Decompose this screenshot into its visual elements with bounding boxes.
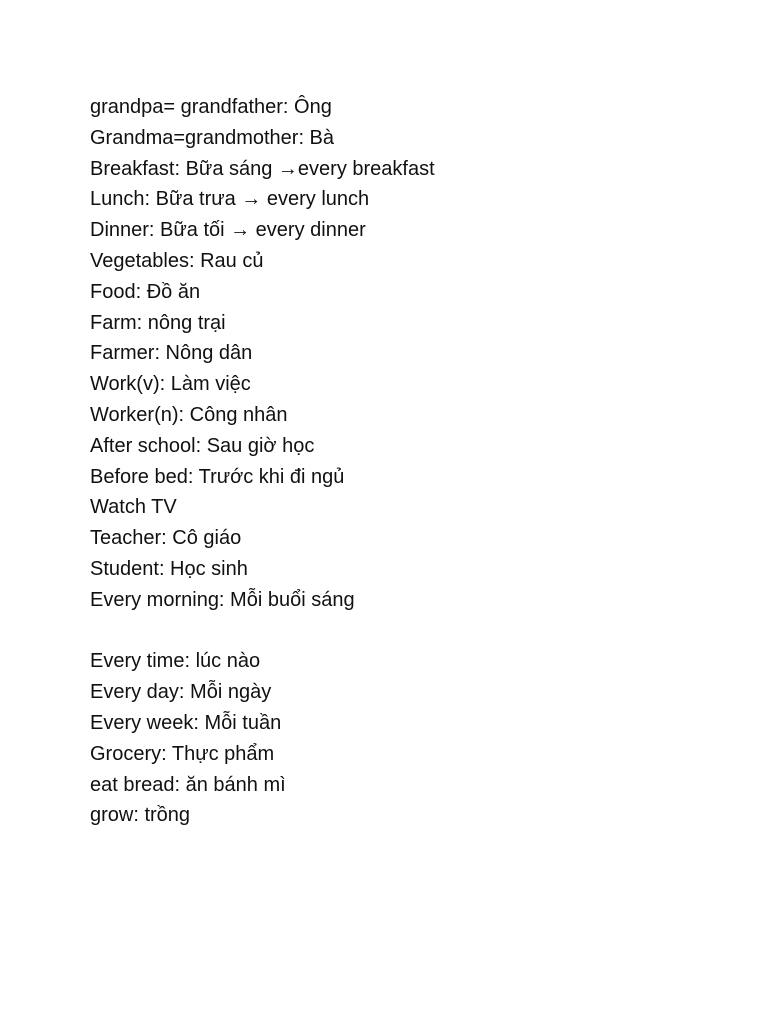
vocab-line: Watch TV	[90, 496, 177, 519]
vocab-line: Before bed: Trước khi đi ngủ	[90, 465, 345, 488]
vocab-line: Every morning: Mỗi buổi sáng	[90, 588, 355, 611]
vocab-line: Farm: nông trại	[90, 311, 226, 334]
vocab-line: Breakfast: Bữa sáng →every breakfast	[90, 157, 435, 180]
vocabulary-list	[90, 92, 730, 831]
vocab-line: Every day: Mỗi ngày	[90, 681, 272, 704]
vocab-line: Teacher: Cô giáo	[90, 527, 242, 550]
vocab-line: Worker(n): Công nhân	[90, 403, 288, 426]
vocab-line: Grandma=grandmother: Bà	[90, 126, 335, 149]
vocab-line: eat bread: ăn bánh mì	[90, 773, 286, 796]
vocab-line: Grocery: Thực phẩm	[90, 742, 275, 765]
vocab-line: Work(v): Làm việc	[90, 373, 251, 396]
vocab-line: Student: Học sinh	[90, 557, 248, 580]
vocab-line: Every time: lúc nào	[90, 650, 261, 673]
vocab-line: Vegetables: Rau củ	[90, 249, 264, 272]
vocab-line: After school: Sau giờ học	[90, 434, 315, 457]
vocab-line: Dinner: Bữa tối → every dinner	[90, 219, 366, 242]
vocab-line: Food: Đồ ăn	[90, 280, 201, 303]
vocab-line: Farmer: Nông dân	[90, 342, 253, 365]
vocab-line: Every week: Mỗi tuần	[90, 711, 282, 734]
vocab-line: grow: trồng	[90, 804, 191, 827]
vocab-line: grandpa= grandfather: Ông	[90, 96, 332, 118]
vocab-line: Lunch: Bữa trưa → every lunch	[90, 188, 370, 211]
blank-line	[90, 616, 730, 647]
